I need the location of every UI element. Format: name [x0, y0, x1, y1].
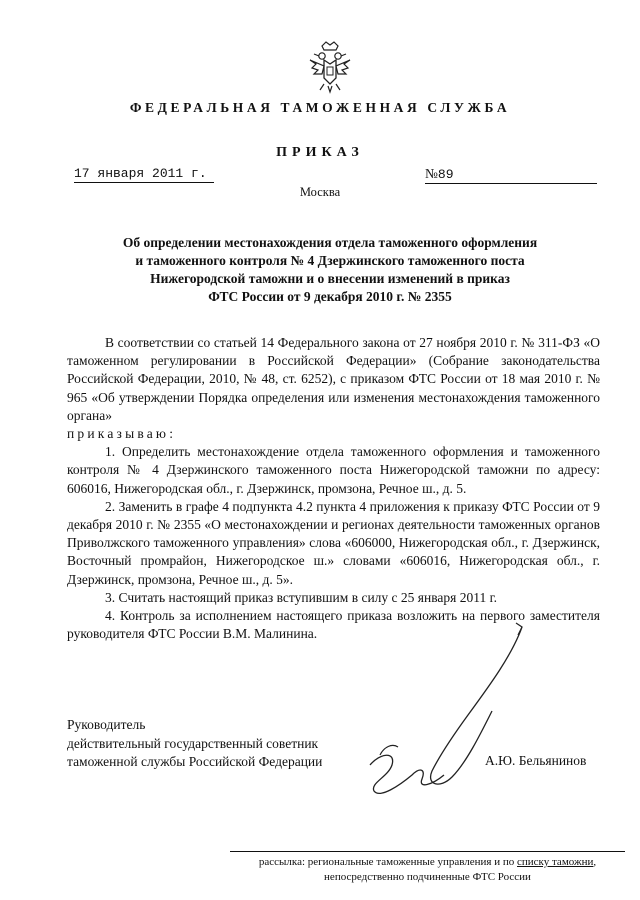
order-item: 4. Контроль за исполнением настоящего приказа возложить на первого заместителя руководителя ФТС России В.М. Малинина.: [67, 608, 600, 642]
subject-line: ФТС России от 9 декабря 2010 г. № 2355: [208, 289, 452, 304]
order-word: приказываю:: [67, 426, 177, 442]
russian-coat-of-arms-icon: [308, 40, 352, 94]
order-subject: [90, 234, 570, 306]
issue-city: Москва: [299, 185, 341, 199]
distribution-link[interactable]: списку таможни: [517, 856, 594, 868]
order-item: 1. Определить местонахождение отдела таможенного оформления и таможенного контроля № 4 Дзержинского таможенного поста Нижегородской таможни по адресу: 606016, Нижегородская обл., г. Дзержинск, промзона, Речное ш., д. 5.: [67, 444, 600, 496]
order-date: 17 января 2011 г.: [74, 166, 214, 183]
order-body: [67, 334, 600, 643]
signatory-title: [67, 716, 322, 772]
number-value: 89: [437, 167, 454, 182]
distribution-list: [230, 855, 625, 885]
document-type-title: ПРИКАЗ: [276, 145, 364, 160]
agency-name: ФЕДЕРАЛЬНАЯ ТАМОЖЕННАЯ СЛУЖБА: [129, 100, 511, 115]
order-item: 3. Считать настоящий приказ вступившим в силу с 25 января 2011 г.: [105, 589, 497, 605]
subject-line: Об определении местонахождения отдела таможенного оформления: [122, 235, 538, 250]
distribution-divider: [230, 851, 625, 852]
preamble-paragraph: В соответствии со статьей 14 Федерального закона от 27 ноября 2010 г. № 311-ФЗ «О таможенном регулировании в Российской Федерации» (Собрание законодательства Российской Федерации, 2010, № 48, ст. 6252), с приказом ФТС России от 18 мая 2010 г. № 965 «Об утверждении Порядка определения или изменения местонахождения таможенного органа»: [67, 335, 600, 423]
signatory-name: А.Ю. Бельянинов: [485, 753, 587, 768]
signatory-title-line: Руководитель: [67, 717, 146, 732]
distribution-line: непосредственно подчиненные ФТС России: [324, 871, 531, 883]
subject-line: Нижегородской таможни и о внесении изменений в приказ: [150, 271, 510, 286]
order-item: 2. Заменить в графе 4 подпункта 4.2 пункта 4 приложения к приказу ФТС России от 9 декабря 2010 г. № 2355 «О местонахождении и регионах деятельности таможенных органов Приволжского таможенного управления» слова «606000, Нижегородская обл., г. Дзержинск, Восточный промрайон, Нижегородское ш.» словами «606016, Нижегородская обл., г. Дзержинск, промзона, Речное ш., д. 5».: [67, 498, 600, 587]
distribution-text: рассылка: региональные таможенные управления и по: [258, 856, 518, 868]
subject-line: и таможенного контроля № 4 Дзержинского таможенного поста: [135, 253, 525, 268]
signatory-title-line: таможенной службы Российской Федерации: [67, 754, 323, 769]
signatory-title-line: действительный государственный советник: [67, 735, 319, 751]
number-sign: №: [425, 166, 438, 181]
handwritten-signature-icon: [340, 615, 550, 815]
order-number: [425, 166, 597, 184]
distribution-line: [230, 855, 625, 870]
distribution-text: ,: [593, 856, 597, 868]
